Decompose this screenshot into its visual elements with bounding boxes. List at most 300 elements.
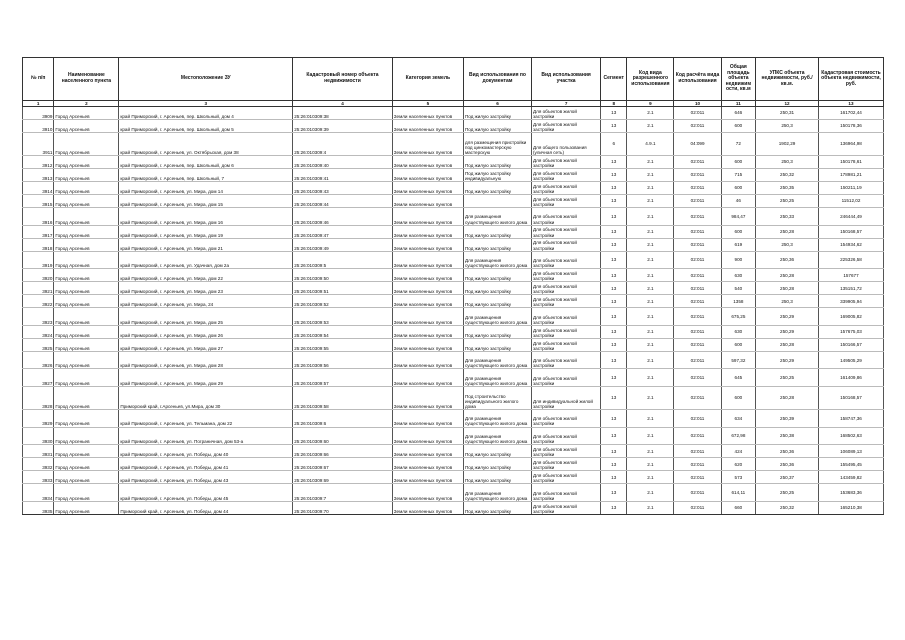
calc-code-cell: 02:011 xyxy=(674,225,721,238)
actual-use-cell: Для общего пользования (уличная сеть) xyxy=(532,133,601,156)
table-row xyxy=(23,269,884,282)
calc-code-cell: 02:011 xyxy=(674,238,721,251)
land-category-cell: Земли населенных пунктов xyxy=(392,107,463,120)
land-location-cell: край Приморский, г. Арсеньев, ул. Мира, дом 23 xyxy=(119,282,293,295)
area-cell: 597,32 xyxy=(721,351,756,369)
row-number-cell: 3916 xyxy=(23,208,54,226)
table-row xyxy=(23,107,884,120)
row-number-cell: 3928 xyxy=(23,386,54,409)
cadastral-number-cell: 25:26:010309:55 xyxy=(293,338,393,351)
actual-use-cell: Для объектов жилой застройки xyxy=(532,484,601,502)
upks-value-cell: 250,29 xyxy=(756,308,819,326)
cadastral-number-cell: 25:26:010309:53 xyxy=(293,308,393,326)
table-row xyxy=(23,471,884,484)
segment-cell: 13 xyxy=(601,471,627,484)
row-number-cell: 3915 xyxy=(23,195,54,208)
column-number: 9 xyxy=(627,101,674,107)
cadastral-value-cell: 339905,94 xyxy=(818,295,883,308)
row-number-cell: 3927 xyxy=(23,369,54,387)
settlement-name-cell: Город Арсеньев xyxy=(54,195,119,208)
land-location-cell: край Приморский, г. Арсеньев, ул. Победы, дом 40 xyxy=(119,445,293,458)
land-category-cell: Земли населенных пунктов xyxy=(392,282,463,295)
settlement-name-cell: Город Арсеньев xyxy=(54,182,119,195)
area-cell: 600 xyxy=(721,225,756,238)
table-row xyxy=(23,501,884,514)
actual-use-cell: Для объектов жилой застройки xyxy=(532,338,601,351)
column-number: 10 xyxy=(674,101,721,107)
land-location-cell: край Приморский, г. Арсеньев, ул. Мира, дом 15 xyxy=(119,195,293,208)
upks-value-cell: 250,3 xyxy=(756,156,819,169)
cadastral-value-cell: 169005,82 xyxy=(818,308,883,326)
column-number: 4 xyxy=(293,101,393,107)
cadastral-number-cell: 25:26:010309:52 xyxy=(293,295,393,308)
land-category-cell: Земли населенных пунктов xyxy=(392,120,463,133)
settlement-name-cell: Город Арсеньев xyxy=(54,269,119,282)
land-category-cell: Земли населенных пунктов xyxy=(392,208,463,226)
row-number-cell: 3925 xyxy=(23,338,54,351)
area-cell: 900 xyxy=(721,251,756,269)
row-number-cell: 3909 xyxy=(23,107,54,120)
column-number: 3 xyxy=(119,101,293,107)
column-header: Общая площадь объекта недвижим ости, кв.м xyxy=(721,58,756,101)
calc-code-cell: 02:011 xyxy=(674,338,721,351)
land-category-cell: Земли населенных пунктов xyxy=(392,501,463,514)
calc-code-cell: 02:011 xyxy=(674,501,721,514)
upks-value-cell: 250,32 xyxy=(756,169,819,182)
documented-use-cell: Под жилую застройку xyxy=(463,182,531,195)
documented-use-cell: Для размещения существующего жилого дома xyxy=(463,308,531,326)
actual-use-cell: Для объектов жилой застройки xyxy=(532,295,601,308)
land-category-cell: Земли населенных пунктов xyxy=(392,325,463,338)
documented-use-cell: Под строительство индивидуального жилого дома xyxy=(463,386,531,409)
segment-cell: 13 xyxy=(601,107,627,120)
actual-use-cell: Для объектов жилой застройки xyxy=(532,169,601,182)
actual-use-cell: Для индивидуальной жилой застройки xyxy=(532,386,601,409)
land-category-cell: Земли населенных пунктов xyxy=(392,351,463,369)
row-number-cell: 3919 xyxy=(23,251,54,269)
land-location-cell: край Приморский, г. Арсеньев, ул. Пограничная, дом 53-а xyxy=(119,427,293,445)
cadastral-number-cell: 25:26:010309:51 xyxy=(293,282,393,295)
column-number: 12 xyxy=(756,101,819,107)
settlement-name-cell: Город Арсеньев xyxy=(54,501,119,514)
upks-value-cell: 250,29 xyxy=(756,325,819,338)
actual-use-cell: Для объектов жилой застройки xyxy=(532,325,601,338)
area-cell: 630 xyxy=(721,269,756,282)
documented-use-cell: Под жилую застройку xyxy=(463,325,531,338)
cadastral-number-cell: 25:26:010309:69 xyxy=(293,471,393,484)
area-cell: 675,25 xyxy=(721,308,756,326)
cadastral-number-cell: 25:26:010309:47 xyxy=(293,225,393,238)
use-code-cell: 2.1 xyxy=(627,386,674,409)
cadastral-value-cell: 161702,44 xyxy=(818,107,883,120)
use-code-cell: 2.1 xyxy=(627,251,674,269)
settlement-name-cell: Город Арсеньев xyxy=(54,445,119,458)
actual-use-cell: Для объектов жилой застройки xyxy=(532,182,601,195)
area-cell: 424 xyxy=(721,445,756,458)
column-number: 5 xyxy=(392,101,463,107)
table-row xyxy=(23,282,884,295)
land-category-cell: Земли населенных пунктов xyxy=(392,133,463,156)
row-number-cell: 3911 xyxy=(23,133,54,156)
settlement-name-cell: Город Арсеньев xyxy=(54,338,119,351)
column-number: 11 xyxy=(721,101,756,107)
row-number-cell: 3934 xyxy=(23,484,54,502)
row-number-cell: 3910 xyxy=(23,120,54,133)
calc-code-cell: 02:011 xyxy=(674,308,721,326)
table-row xyxy=(23,458,884,471)
land-location-cell: край Приморский, г. Арсеньев, пер. Школьный, дом 5 xyxy=(119,120,293,133)
land-category-cell: Земли населенных пунктов xyxy=(392,445,463,458)
settlement-name-cell: Город Арсеньев xyxy=(54,238,119,251)
actual-use-cell: Для объектов жилой застройки xyxy=(532,458,601,471)
use-code-cell: 2.1 xyxy=(627,427,674,445)
column-header: Местоположение ЗУ xyxy=(119,58,293,101)
upks-value-cell: 250,37 xyxy=(756,471,819,484)
cadastral-number-cell: 25:26:010309:60 xyxy=(293,427,393,445)
row-number-cell: 3926 xyxy=(23,351,54,369)
segment-cell: 13 xyxy=(601,409,627,427)
use-code-cell: 2.1 xyxy=(627,409,674,427)
land-category-cell: Земли населенных пунктов xyxy=(392,295,463,308)
settlement-name-cell: Город Арсеньев xyxy=(54,133,119,156)
row-number-cell: 3929 xyxy=(23,409,54,427)
upks-value-cell: 250,38 xyxy=(756,427,819,445)
area-cell: 646 xyxy=(721,107,756,120)
column-header: Код вида разрешенного использования xyxy=(627,58,674,101)
column-number: 8 xyxy=(601,101,627,107)
land-location-cell: край Приморский, г. Арсеньев, ул. Октябрьская, дом 38 xyxy=(119,133,293,156)
documented-use-cell: Под жилую застройку xyxy=(463,269,531,282)
use-code-cell: 2.1 xyxy=(627,308,674,326)
upks-value-cell: 250,3 xyxy=(756,120,819,133)
cadastral-value-cell: 225326,58 xyxy=(818,251,883,269)
actual-use-cell: Для объектов жилой застройки xyxy=(532,120,601,133)
area-cell: 634 xyxy=(721,409,756,427)
upks-value-cell: 250,29 xyxy=(756,351,819,369)
column-number: 1 xyxy=(23,101,54,107)
row-number-cell: 3922 xyxy=(23,295,54,308)
settlement-name-cell: Город Арсеньев xyxy=(54,208,119,226)
settlement-name-cell: Город Арсеньев xyxy=(54,458,119,471)
use-code-cell: 2.1 xyxy=(627,182,674,195)
settlement-name-cell: Город Арсеньев xyxy=(54,225,119,238)
documented-use-cell: Под жилую застройку xyxy=(463,282,531,295)
settlement-name-cell: Город Арсеньев xyxy=(54,325,119,338)
table-row xyxy=(23,169,884,182)
cadastral-number-cell: 25:26:010309:66 xyxy=(293,445,393,458)
calc-code-cell: 02:011 xyxy=(674,295,721,308)
calc-code-cell: 02:011 xyxy=(674,156,721,169)
cadastral-value-cell: 106089,13 xyxy=(818,445,883,458)
land-location-cell: край Приморский, г. Арсеньев, пер. Школьный, дом 4 xyxy=(119,107,293,120)
upks-value-cell: 250,35 xyxy=(756,182,819,195)
actual-use-cell: Для объектов жилой застройки xyxy=(532,409,601,427)
column-header: Вид использования участка xyxy=(532,58,601,101)
cadastral-value-cell: 178981,21 xyxy=(818,169,883,182)
upks-value-cell: 250,33 xyxy=(756,208,819,226)
settlement-name-cell: Город Арсеньев xyxy=(54,427,119,445)
settlement-name-cell: Город Арсеньев xyxy=(54,169,119,182)
actual-use-cell: Для объектов жилой застройки xyxy=(532,471,601,484)
land-location-cell: край Приморский, г. Арсеньев, ул. Мира, 24 xyxy=(119,295,293,308)
column-number: 2 xyxy=(54,101,119,107)
use-code-cell: 2.1 xyxy=(627,169,674,182)
use-code-cell: 2.1 xyxy=(627,351,674,369)
land-category-cell: Земли населенных пунктов xyxy=(392,369,463,387)
area-cell: 1358 xyxy=(721,295,756,308)
use-code-cell: 2.1 xyxy=(627,338,674,351)
segment-cell: 13 xyxy=(601,501,627,514)
actual-use-cell: Для объектов жилой застройки xyxy=(532,427,601,445)
use-code-cell: 2.1 xyxy=(627,269,674,282)
table-row xyxy=(23,484,884,502)
actual-use-cell: Для объектов жилой застройки xyxy=(532,308,601,326)
actual-use-cell: Для объектов жилой застройки xyxy=(532,269,601,282)
row-number-cell: 3923 xyxy=(23,308,54,326)
row-number-cell: 3913 xyxy=(23,169,54,182)
area-cell: 645 xyxy=(721,369,756,387)
column-number: 6 xyxy=(463,101,531,107)
segment-cell: 13 xyxy=(601,238,627,251)
land-location-cell: край Приморский, г. Арсеньев, ул. Удачная, дом 2а xyxy=(119,251,293,269)
cadastral-value-cell: 150166,57 xyxy=(818,338,883,351)
cadastral-number-cell: 25:26:010309:44 xyxy=(293,195,393,208)
actual-use-cell: Для объектов жилой застройки xyxy=(532,107,601,120)
cadastral-value-cell: 161409,86 xyxy=(818,369,883,387)
table-row xyxy=(23,208,884,226)
use-code-cell: 2.1 xyxy=(627,295,674,308)
documented-use-cell: Под жилую застройку xyxy=(463,295,531,308)
calc-code-cell: 02:011 xyxy=(674,458,721,471)
table-header-row xyxy=(23,58,884,101)
segment-cell: 13 xyxy=(601,169,627,182)
settlement-name-cell: Город Арсеньев xyxy=(54,120,119,133)
use-code-cell: 2.1 xyxy=(627,369,674,387)
area-cell: 72 xyxy=(721,133,756,156)
segment-cell: 13 xyxy=(601,458,627,471)
cadastral-value-table xyxy=(22,57,884,515)
land-location-cell: край Приморский, г. Арсеньев, ул. Победы, дом 43 xyxy=(119,471,293,484)
actual-use-cell: Для объектов жилой застройки xyxy=(532,282,601,295)
column-header: УПКС объекта недвижимости, руб./кв.м. xyxy=(756,58,819,101)
cadastral-number-cell: 25:26:010309:57 xyxy=(293,369,393,387)
table-row xyxy=(23,182,884,195)
column-header: № п/п xyxy=(23,58,54,101)
upks-value-cell: 250,32 xyxy=(756,501,819,514)
use-code-cell: 2.1 xyxy=(627,120,674,133)
column-number: 7 xyxy=(532,101,601,107)
use-code-cell: 2.1 xyxy=(627,325,674,338)
actual-use-cell: Для объектов жилой застройки xyxy=(532,225,601,238)
cadastral-number-cell: 25:26:010309:43 xyxy=(293,182,393,195)
area-cell: 614,11 xyxy=(721,484,756,502)
cadastral-value-cell: 150168,57 xyxy=(818,386,883,409)
row-number-cell: 3914 xyxy=(23,182,54,195)
area-cell: 600 xyxy=(721,386,756,409)
land-location-cell: край Приморский, г. Арсеньев, ул. Мира, дом 19 xyxy=(119,225,293,238)
land-location-cell: край Приморский, г. Арсеньев, ул. Тельмана, дом 22 xyxy=(119,409,293,427)
area-cell: 600 xyxy=(721,156,756,169)
land-location-cell: край Приморский, г. Арсеньев, пер. Школьный, 7 xyxy=(119,169,293,182)
use-code-cell: 2.1 xyxy=(627,225,674,238)
use-code-cell: 2.1 xyxy=(627,501,674,514)
settlement-name-cell: Город Арсеньев xyxy=(54,386,119,409)
upks-value-cell: 250,25 xyxy=(756,195,819,208)
area-cell: 620 xyxy=(721,458,756,471)
cadastral-value-cell: 135151,72 xyxy=(818,282,883,295)
land-location-cell: край Приморский, г. Арсеньев, пер. Школьный, дом 6 xyxy=(119,156,293,169)
cadastral-number-cell: 25:26:010309:49 xyxy=(293,238,393,251)
land-location-cell: край Приморский, г. Арсеньев, ул. Мира, дом 22 xyxy=(119,269,293,282)
use-code-cell: 2.1 xyxy=(627,458,674,471)
documented-use-cell: Под жилую застройку xyxy=(463,238,531,251)
segment-cell: 13 xyxy=(601,386,627,409)
upks-value-cell: 250,25 xyxy=(756,369,819,387)
upks-value-cell: 250,36 xyxy=(756,251,819,269)
upks-value-cell: 250,3 xyxy=(756,238,819,251)
cadastral-number-cell: 25:26:010309:38 xyxy=(293,107,393,120)
cadastral-value-cell: 11512,02 xyxy=(818,195,883,208)
land-category-cell: Земли населенных пунктов xyxy=(392,225,463,238)
segment-cell: 13 xyxy=(601,369,627,387)
cadastral-value-cell: 157677 xyxy=(818,269,883,282)
actual-use-cell: Для объектов жилой застройки xyxy=(532,369,601,387)
land-category-cell: Земли населенных пунктов xyxy=(392,386,463,409)
documented-use-cell: Под жилую застройку xyxy=(463,458,531,471)
settlement-name-cell: Город Арсеньев xyxy=(54,282,119,295)
land-category-cell: Земли населенных пунктов xyxy=(392,308,463,326)
land-location-cell: край Приморский, г. Арсеньев, ул. Мира, дом 28 xyxy=(119,351,293,369)
actual-use-cell: Для объектов жилой застройки xyxy=(532,195,601,208)
documented-use-cell: Под жилую застройку xyxy=(463,471,531,484)
segment-cell: 13 xyxy=(601,295,627,308)
row-number-cell: 3933 xyxy=(23,471,54,484)
upks-value-cell: 250,28 xyxy=(756,282,819,295)
table-row xyxy=(23,238,884,251)
documented-use-cell: Под жилую застройку xyxy=(463,120,531,133)
land-category-cell: Земли населенных пунктов xyxy=(392,182,463,195)
land-location-cell: край Приморский, г. Арсеньев, ул. Победы, дом 45 xyxy=(119,484,293,502)
row-number-cell: 3930 xyxy=(23,427,54,445)
table-row xyxy=(23,351,884,369)
segment-cell: 13 xyxy=(601,282,627,295)
calc-code-cell: 02:011 xyxy=(674,182,721,195)
upks-value-cell: 250,28 xyxy=(756,225,819,238)
row-number-cell: 3924 xyxy=(23,325,54,338)
use-code-cell: 2.1 xyxy=(627,156,674,169)
area-cell: 573 xyxy=(721,471,756,484)
segment-cell: 13 xyxy=(601,225,627,238)
table-row xyxy=(23,325,884,338)
use-code-cell: 2.1 xyxy=(627,445,674,458)
column-header: Код расчёта вида использования xyxy=(674,58,721,101)
use-code-cell: 2.1 xyxy=(627,208,674,226)
upks-value-cell: 250,28 xyxy=(756,386,819,409)
cadastral-value-cell: 154934,62 xyxy=(818,238,883,251)
settlement-name-cell: Город Арсеньев xyxy=(54,251,119,269)
settlement-name-cell: Город Арсеньев xyxy=(54,107,119,120)
settlement-name-cell: Город Арсеньев xyxy=(54,156,119,169)
table-row xyxy=(23,251,884,269)
cadastral-number-cell: 25:26:010309:5 xyxy=(293,251,393,269)
cadastral-value-cell: 150178,36 xyxy=(818,120,883,133)
table-row xyxy=(23,308,884,326)
cadastral-value-cell: 153683,36 xyxy=(818,484,883,502)
segment-cell: 13 xyxy=(601,325,627,338)
land-category-cell: Земли населенных пунктов xyxy=(392,169,463,182)
cadastral-number-cell: 25:26:010309:67 xyxy=(293,458,393,471)
column-header: Категория земель xyxy=(392,58,463,101)
documented-use-cell: Для размещения существующего жилого дома xyxy=(463,251,531,269)
cadastral-value-cell: 155495,45 xyxy=(818,458,883,471)
land-category-cell: Земли населенных пунктов xyxy=(392,458,463,471)
land-location-cell: край Приморский, г. Арсеньев, ул. Мира, дом 21 xyxy=(119,238,293,251)
calc-code-cell: 02:011 xyxy=(674,208,721,226)
use-code-cell: 2.1 xyxy=(627,484,674,502)
row-number-cell: 3935 xyxy=(23,501,54,514)
upks-value-cell: 1902,29 xyxy=(756,133,819,156)
land-category-cell: Земли населенных пунктов xyxy=(392,427,463,445)
calc-code-cell: 02:011 xyxy=(674,427,721,445)
calc-code-cell: 02:011 xyxy=(674,282,721,295)
calc-code-cell: 02:011 xyxy=(674,471,721,484)
area-cell: 630 xyxy=(721,325,756,338)
segment-cell: 13 xyxy=(601,195,627,208)
actual-use-cell: Для объектов жилой застройки xyxy=(532,156,601,169)
documented-use-cell: Под жилую застройку xyxy=(463,225,531,238)
cadastral-value-cell: 150178,61 xyxy=(818,156,883,169)
land-category-cell: Земли населенных пунктов xyxy=(392,484,463,502)
land-category-cell: Земли населенных пунктов xyxy=(392,269,463,282)
cadastral-value-cell: 157675,03 xyxy=(818,325,883,338)
row-number-cell: 3931 xyxy=(23,445,54,458)
upks-value-cell: 250,36 xyxy=(756,458,819,471)
area-cell: 600 xyxy=(721,182,756,195)
cadastral-number-cell: 25:26:010309:7 xyxy=(293,484,393,502)
use-code-cell: 2.1 xyxy=(627,471,674,484)
area-cell: 540 xyxy=(721,282,756,295)
calc-code-cell: 02:011 xyxy=(674,195,721,208)
cadastral-number-cell: 25:26:010309:58 xyxy=(293,386,393,409)
segment-cell: 13 xyxy=(601,182,627,195)
table-row xyxy=(23,295,884,308)
cadastral-value-cell: 143459,82 xyxy=(818,471,883,484)
area-cell: 619 xyxy=(721,238,756,251)
land-category-cell: Земли населенных пунктов xyxy=(392,409,463,427)
documented-use-cell: Под жилую застройку xyxy=(463,156,531,169)
table-row xyxy=(23,369,884,387)
land-location-cell: край Приморский, г. Арсеньев, ул. Мира, дом 26 xyxy=(119,325,293,338)
documented-use-cell: Для размещения существующего жилого дома xyxy=(463,351,531,369)
documented-use-cell: Под жилую застройку индивидуальную xyxy=(463,169,531,182)
calc-code-cell: 02:011 xyxy=(674,369,721,387)
cadastral-value-cell: 158747,36 xyxy=(818,409,883,427)
land-category-cell: Земли населенных пунктов xyxy=(392,238,463,251)
segment-cell: 13 xyxy=(601,427,627,445)
column-header: Сегмент xyxy=(601,58,627,101)
cadastral-number-cell: 25:26:010309:50 xyxy=(293,269,393,282)
documented-use-cell xyxy=(463,195,531,208)
use-code-cell: 2.1 xyxy=(627,282,674,295)
area-cell: 600 xyxy=(721,120,756,133)
settlement-name-cell: Город Арсеньев xyxy=(54,295,119,308)
documented-use-cell: Для размещения существующего жилого дома xyxy=(463,409,531,427)
segment-cell: 13 xyxy=(601,269,627,282)
calc-code-cell: 02:011 xyxy=(674,251,721,269)
settlement-name-cell: Город Арсеньев xyxy=(54,484,119,502)
documented-use-cell: Для размещения существующего жилого дома xyxy=(463,208,531,226)
actual-use-cell: Для объектов жилой застройки xyxy=(532,351,601,369)
